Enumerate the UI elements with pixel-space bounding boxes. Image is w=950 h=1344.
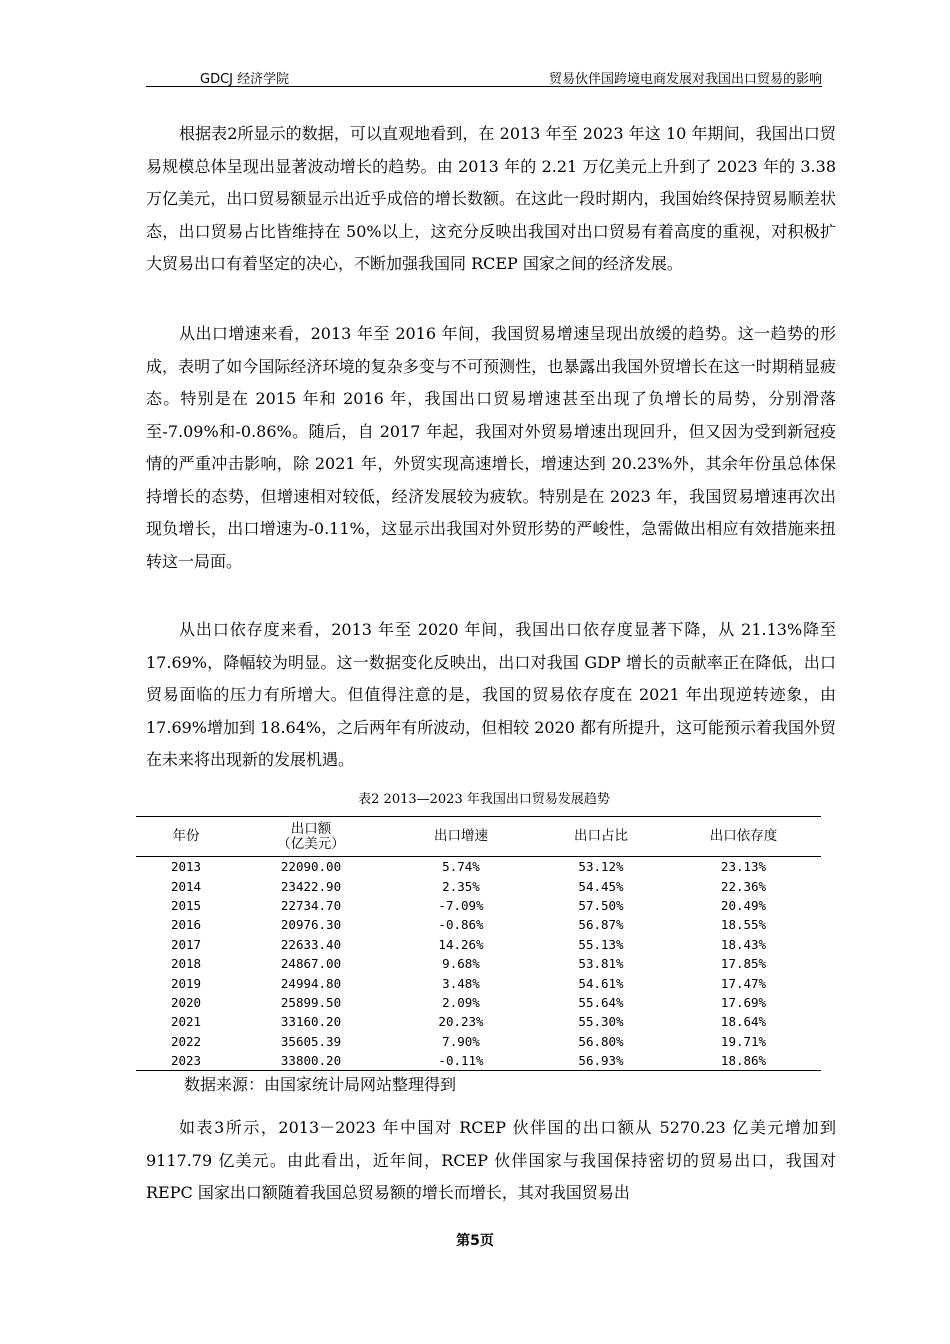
- col-export-amount: 出口额 （亿美元）: [236, 817, 386, 857]
- table-row: [136, 857, 821, 877]
- page-header: [146, 66, 822, 86]
- cell-export-dependence: 23.13%: [720, 859, 767, 875]
- paragraph-2: [146, 318, 836, 578]
- cell-export-growth: 2.35%: [442, 878, 480, 894]
- cell-export-share: 56.80%: [578, 1033, 624, 1049]
- cell-export-dependence: 17.69%: [720, 994, 767, 1010]
- cell-export-growth: 14.26%: [438, 936, 484, 952]
- col-export-dependence: 出口依存度: [666, 817, 821, 857]
- cell-export-amount: 23422.90: [280, 878, 342, 894]
- cell-export-growth: 2.09%: [442, 994, 480, 1010]
- cell-export-growth: 20.23%: [438, 1014, 484, 1030]
- export-trend-table: [136, 816, 821, 1071]
- cell-export-amount: 35605.39: [280, 1033, 342, 1049]
- cell-export-amount: 22090.00: [280, 859, 342, 875]
- cell-export-dependence: 18.43%: [720, 936, 767, 952]
- paragraph-text: 从出口依存度来看，2013 年至 2020 年间，我国出口依存度显著下降，从 21.13%降至 17.69%，降幅较为明显。这一数据变化反映出，出口对我国 GDP 增长的贡献率正在降低，出口贸易面临的压力有所增大。但值得注意的是，我国的贸易依存度在 2021 年出现逆转迹象，由 17.69%增加到 18.64%，之后两年有所波动，但相较 2020 都有所提升，这可能预示着我国外贸在未来将出现新的发展机遇。: [146, 620, 836, 769]
- cell-export-amount: 25899.50: [280, 994, 342, 1010]
- cell-export-share: 55.30%: [578, 1014, 624, 1030]
- cell-year: 2014: [170, 878, 202, 894]
- table-source: 数据来源：由国家统计局网站整理得到: [184, 1075, 457, 1094]
- cell-export-growth: 3.48%: [442, 975, 480, 991]
- paragraph-text: 从出口增速来看，2013 年至 2016 年间，我国贸易增速呈现出放缓的趋势。这一趋势的形成，表明了如今国际经济环境的复杂多变与不可预测性，也暴露出我国外贸增长在这一时期稍显疲态。特别是在 2015 年和 2016 年，我国出口贸易增速甚至出现了负增长的局势，分别滑落至-7.09%和-0.86%。随后，自 2017 年起，我国对外贸易增速出现回升，但又因为受到新冠疫情的严重冲击影响，除 2021 年，外贸实现高速增长，增速达到 20.23%外，其余年份虽总体保持增长的态势，但增速相对较低，经济发展较为疲软。特别是在 2023 年，我国贸易增速再次出现负增长，出口增速为-0.11%，这显示出我国对外贸形势的严峻性，急需做出相应有效措施来扭转这一局面。: [146, 324, 836, 571]
- cell-year: 2017: [170, 936, 202, 952]
- cell-export-amount: 24994.80: [280, 975, 342, 991]
- table-caption: 表2 2013—2023 年我国出口贸易发展趋势: [358, 792, 610, 807]
- cell-export-growth: 9.68%: [442, 956, 480, 972]
- cell-export-amount: 33800.20: [236, 1051, 386, 1071]
- cell-export-share: 55.64%: [578, 994, 624, 1010]
- page-number: 第5页: [456, 1233, 494, 1249]
- cell-year: 2021: [170, 1014, 202, 1030]
- cell-year: 2016: [170, 917, 202, 933]
- cell-export-amount: 22734.70: [280, 897, 342, 913]
- paragraph-4: [146, 1112, 836, 1210]
- cell-export-share: 57.50%: [578, 897, 624, 913]
- cell-export-growth: -7.09%: [438, 897, 484, 913]
- cell-export-growth: 5.74%: [442, 859, 480, 875]
- cell-export-amount: 24867.00: [280, 956, 342, 972]
- paragraph-text: 如表3所示，2013－2023 年中国对 RCEP 伙伴国的出口额从 5270.23 亿美元增加到 9117.79 亿美元。由此看出，近年间，RCEP 伙伴国家与我国保持密切的贸易出口，我国对 REPC 国家出口额随着我国总贸易额的增长而增长，其对我国贸易出: [146, 1118, 836, 1202]
- cell-export-amount: 20976.30: [280, 917, 342, 933]
- cell-year: 2019: [170, 975, 202, 991]
- cell-export-dependence: 17.47%: [720, 975, 767, 991]
- table-row: [136, 1012, 821, 1031]
- col-export-share: 出口占比: [536, 817, 666, 857]
- col-year: 年份: [136, 817, 236, 857]
- cell-export-share: 55.13%: [578, 936, 624, 952]
- table-row: [136, 1051, 821, 1071]
- cell-year: 2023: [136, 1051, 236, 1071]
- cell-year: 2022: [170, 1033, 202, 1049]
- paragraph-1: [146, 118, 836, 281]
- cell-export-share: 54.45%: [578, 878, 624, 894]
- header-rule: [146, 86, 822, 87]
- cell-export-dependence: 18.64%: [720, 1014, 767, 1030]
- table-row: [136, 915, 821, 934]
- table-row: [136, 876, 821, 895]
- cell-export-growth: -0.11%: [386, 1051, 536, 1071]
- cell-export-dependence: 18.86%: [666, 1051, 821, 1071]
- cell-export-share: 53.12%: [578, 859, 624, 875]
- cell-year: 2020: [170, 994, 202, 1010]
- table-row: [136, 896, 821, 915]
- cell-export-dependence: 19.71%: [720, 1033, 767, 1049]
- cell-export-amount: 22633.40: [280, 936, 342, 952]
- paragraph-text: 根据表2所显示的数据，可以直观地看到，在 2013 年至 2023 年这 10 年期间，我国出口贸易规模总体呈现出显著波动增长的趋势。由 2013 年的 2.21 万亿美元上升到了 2023 年的 3.38 万亿美元，出口贸易额显示出近乎成倍的增长数额。在这此一段时期内，我国始终保持贸易顺差状态，出口贸易占比皆维持在 50%以上，这充分反映出我国对出口贸易有着高度的重视，对积极扩大贸易出口有着坚定的决心，不断加强我国同 RCEP 国家之间的经济发展。: [146, 124, 836, 273]
- table-row: [136, 1032, 821, 1051]
- cell-export-dependence: 20.49%: [720, 897, 767, 913]
- cell-export-share: 54.61%: [578, 975, 624, 991]
- cell-year: 2015: [170, 897, 202, 913]
- cell-year: 2018: [170, 956, 202, 972]
- table-row: [136, 973, 821, 992]
- cell-export-dependence: 22.36%: [720, 878, 767, 894]
- cell-year: 2013: [170, 859, 202, 875]
- header-title: 贸易伙伴国跨境电商发展对我国出口贸易的影响: [548, 72, 822, 87]
- col-export-growth: 出口增速: [386, 817, 536, 857]
- table-row: [136, 954, 821, 973]
- paragraph-3: [146, 614, 836, 777]
- cell-export-growth: 7.90%: [442, 1033, 480, 1049]
- cell-export-share: 53.81%: [578, 956, 624, 972]
- cell-export-share: 56.93%: [536, 1051, 666, 1071]
- table-row: [136, 935, 821, 954]
- cell-export-dependence: 18.55%: [720, 917, 767, 933]
- cell-export-growth: -0.86%: [438, 917, 484, 933]
- cell-export-dependence: 17.85%: [720, 956, 767, 972]
- header-school: GDCJ 经济学院: [200, 72, 290, 87]
- table-row: [136, 993, 821, 1012]
- cell-export-share: 56.87%: [578, 917, 624, 933]
- table-header-row: [136, 817, 821, 857]
- cell-export-amount: 33160.20: [280, 1014, 342, 1030]
